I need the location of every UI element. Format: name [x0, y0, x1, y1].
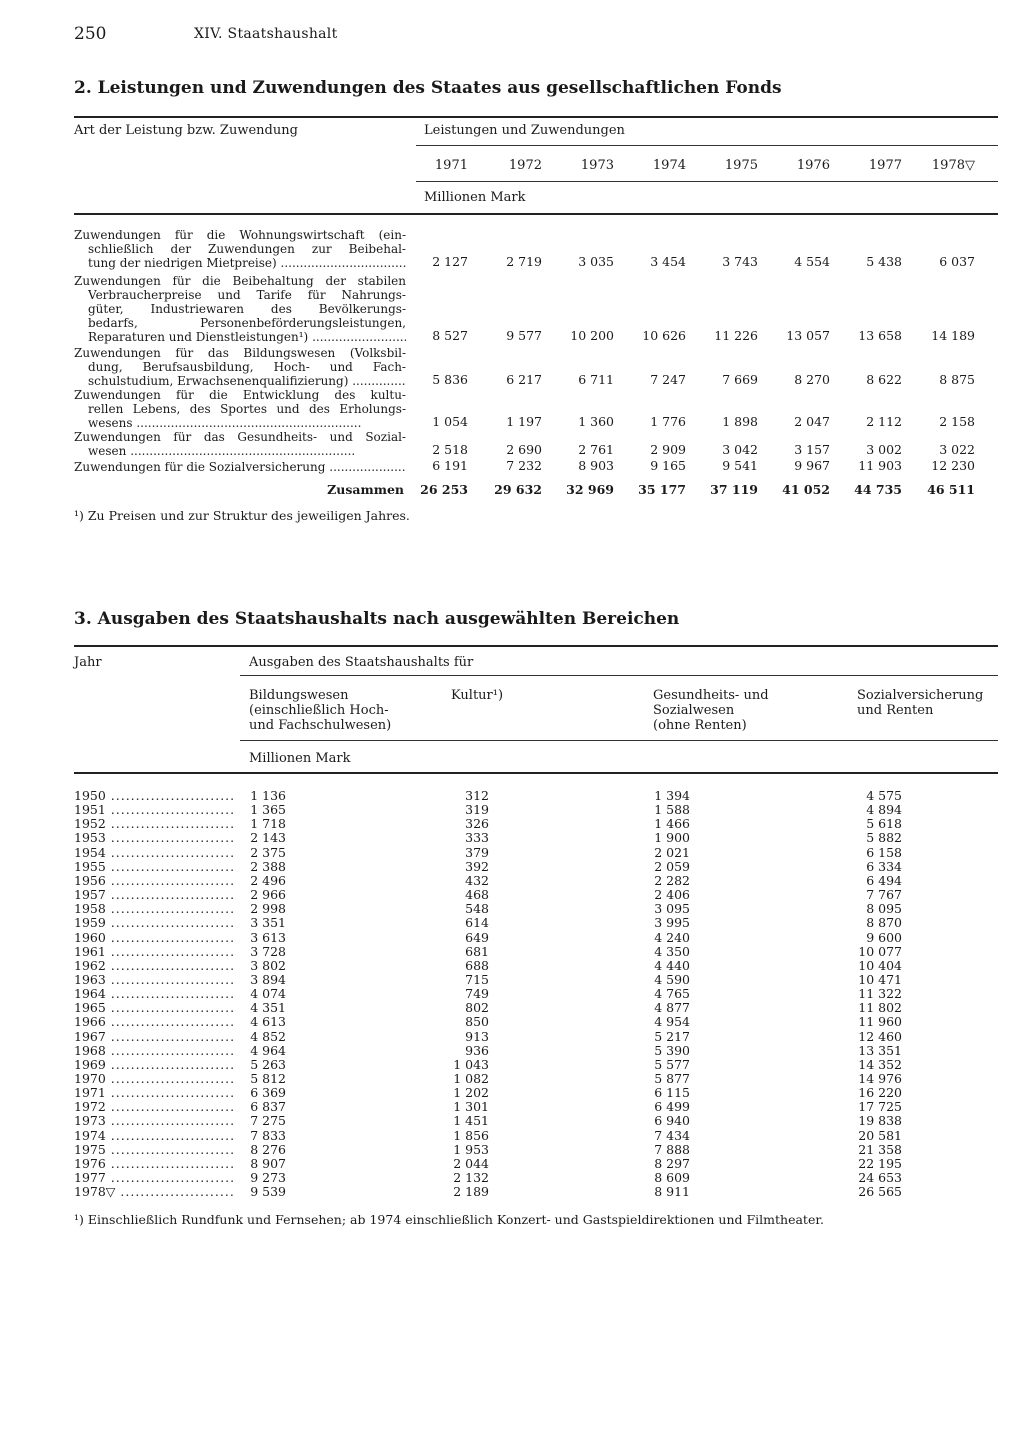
table3-cell: 3 894: [250, 971, 286, 987]
table2-year-header: 1971: [434, 158, 468, 173]
table3-cell: 6 158: [866, 844, 902, 860]
table3-cell: 7 833: [250, 1127, 286, 1143]
table3-cell: 850: [465, 1014, 489, 1030]
table2-cell: 3 042: [722, 442, 758, 457]
table3-row: [0, 916, 1024, 930]
table3-row: [0, 1114, 1024, 1128]
table3-cell: 3 802: [250, 957, 286, 973]
table3-cell: 17 725: [858, 1099, 902, 1115]
table3-col-header: Bildungswesen: [249, 688, 349, 703]
table3-cell: 379: [465, 844, 489, 860]
table3-cell: 2 406: [654, 887, 690, 903]
table2-cell: 2 719: [506, 254, 542, 269]
table2-label-line: dung, Berufsausbildung, Hoch- und Fach-: [88, 360, 406, 374]
table2-cell: 1 360: [578, 414, 614, 429]
table3-cell: 614: [465, 915, 489, 931]
table2-label-line: Verbraucherpreise und Tarife für Nahrungs-: [88, 288, 406, 302]
table2-cell: 9 541: [722, 458, 758, 473]
table3-cell: 4 964: [250, 1042, 286, 1058]
table3-cell: 468: [465, 887, 489, 903]
table3-year: 1971 .....: [74, 1086, 234, 1100]
table3-cell: 5 812: [250, 1071, 286, 1086]
table2-head-rule: [74, 213, 998, 215]
table3-cell: 5 217: [654, 1028, 690, 1044]
table3-group-rule: [240, 675, 998, 676]
table3-cell: 1 588: [654, 802, 690, 818]
table3-row: [0, 931, 1024, 945]
table3-cell: 9 273: [250, 1170, 286, 1186]
table3-cell: 10 077: [858, 943, 902, 959]
table3-row: [0, 1072, 1024, 1086]
table3-cell: 11 322: [858, 986, 902, 1002]
table3-cell: 4 852: [250, 1028, 286, 1044]
table3-footnote: ¹) Einschließlich Rundfunk und Fernsehen; ab 1974 einschließlich Konzert- und Gastspieldirektionen und Filmtheater.: [74, 1212, 824, 1227]
table3-cell: 2 282: [654, 872, 690, 888]
table3-row: [0, 789, 1024, 803]
table2-cell: 6 191: [432, 458, 468, 473]
table3-year: 1952 .....: [74, 817, 234, 831]
table2-label-line: schließlich der Zuwendungen zur Beibehal-: [88, 242, 406, 256]
table2-cell: 2 158: [939, 414, 975, 429]
table3-cell: 4 240: [654, 929, 690, 945]
table3-cell: 7 434: [654, 1127, 690, 1143]
table3-row: [0, 1171, 1024, 1185]
table3-head-rule: [74, 772, 998, 774]
table2-cell: 6 217: [506, 372, 542, 387]
table3-row: [0, 874, 1024, 888]
running-head: XIV. Staatshaushalt: [194, 26, 338, 42]
table2-group-rule: [416, 145, 998, 146]
table3-year: 1956 .....: [74, 874, 234, 888]
table3-cell: 1 900: [654, 830, 690, 846]
table3-row: [0, 1044, 1024, 1058]
table3-col-header: und Fachschulwesen): [249, 718, 392, 733]
table3-cell: 4 351: [250, 1000, 286, 1016]
table2-cell: 7 669: [722, 372, 758, 387]
table3-cell: 319: [465, 802, 489, 818]
table3-row: [0, 987, 1024, 1001]
table2-cell: 1 054: [432, 414, 468, 429]
table3-group-header: Ausgaben des Staatshaushalts für: [249, 655, 474, 670]
table2-unit: Millionen Mark: [424, 190, 526, 205]
table2-cell: 3 002: [866, 442, 902, 457]
table2-cell: 3 743: [722, 254, 758, 269]
table3-year: 1962 .....: [74, 959, 234, 973]
table3-cell: 9 600: [866, 929, 902, 945]
table2-year-header: 1976: [796, 158, 830, 173]
table2-label-line: Zuwendungen für die Beibehaltung der stabilen: [74, 274, 406, 288]
table2-label-line: Zuwendungen für das Gesundheits- und Sozial-: [74, 430, 406, 444]
table2-cell: 4 554: [794, 254, 830, 269]
table3-cell: 8 095: [866, 901, 902, 917]
table2-row-label: [74, 346, 406, 388]
table2-total-cell: 32 969: [566, 482, 614, 497]
table3-cell: 2 496: [250, 872, 286, 888]
table3-unit: Millionen Mark: [249, 751, 351, 766]
table3-cell: 802: [465, 1000, 489, 1016]
table3-cell: 1 043: [453, 1056, 489, 1072]
table2-year-header: 1977: [868, 158, 902, 173]
table3-cell: 715: [465, 971, 489, 987]
table2-label-line: Zuwendungen für die Wohnungswirtschaft (ein-: [74, 228, 406, 242]
table2-cell: 2 690: [506, 442, 542, 457]
table2-cell: 10 200: [570, 328, 614, 343]
table3-cell: 1 365: [250, 802, 286, 818]
table3-cell: 7 275: [250, 1113, 286, 1129]
table2-cell: 1 898: [722, 414, 758, 429]
table3-cell: 5 877: [654, 1071, 690, 1086]
table3-cell: 1 136: [250, 788, 286, 803]
table3-col-header: (einschließlich Hoch-: [249, 703, 389, 718]
table3-year: 1951 .....: [74, 803, 234, 817]
table3-year: 1975 .....: [74, 1143, 234, 1157]
table3-row: [0, 1058, 1024, 1072]
table3-cell: 333: [465, 830, 489, 846]
table2-label-line: Zuwendungen für die Entwicklung des kultu-: [74, 388, 406, 402]
table3-year: 1973 .....: [74, 1114, 234, 1128]
table3-cell: 936: [465, 1042, 489, 1058]
table3-cell: 4 350: [654, 943, 690, 959]
table3-cell: 8 276: [250, 1141, 286, 1157]
table2-label-line: tung der niedrigen Mietpreise) .....: [74, 256, 406, 270]
table3-row: [0, 860, 1024, 874]
table3-cell: 6 369: [250, 1085, 286, 1101]
table3-year: 1953 .....: [74, 831, 234, 845]
table2-row-label: [74, 388, 406, 430]
table2-total-cell: 41 052: [782, 482, 830, 497]
table2-cell: 1 197: [506, 414, 542, 429]
table2-label-line: Reparaturen und Dienstleistungen¹) .....: [74, 330, 406, 344]
table2-year-rule: [416, 181, 998, 182]
table3-cell: 1 202: [453, 1085, 489, 1101]
table3-year: 1976 .....: [74, 1157, 234, 1171]
table3-col-header: und Renten: [857, 703, 934, 718]
table2-cell: 9 165: [650, 458, 686, 473]
table2-total-cell: 46 511: [927, 482, 975, 497]
table3-col-header: Sozialversicherung: [857, 688, 984, 703]
table2-cell: 2 047: [794, 414, 830, 429]
table3-cell: 2 966: [250, 887, 286, 903]
table3-row: [0, 1157, 1024, 1171]
table3-cell: 1 451: [453, 1113, 489, 1129]
table2-total-cell: 44 735: [854, 482, 902, 497]
table3-col-header: Sozialwesen: [653, 703, 735, 718]
table2-cell: 8 527: [432, 328, 468, 343]
table3-row: [0, 1185, 1024, 1199]
table3-cell: 6 334: [866, 858, 902, 874]
table3-cell: 22 195: [858, 1155, 902, 1171]
table3-cell: 5 618: [866, 816, 902, 832]
table2-cell: 14 189: [931, 328, 975, 343]
table3-cell: 6 837: [250, 1099, 286, 1115]
table3-cell: 11 802: [858, 1000, 902, 1016]
table2-total-cell: 35 177: [638, 482, 686, 497]
table3-cell: 5 390: [654, 1042, 690, 1058]
table3-cell: 3 995: [654, 915, 690, 931]
table3-cell: 1 082: [453, 1071, 489, 1086]
table2-cell: 7 232: [506, 458, 542, 473]
table3-cell: 1 953: [453, 1141, 489, 1157]
table2-cell: 2 761: [578, 442, 614, 457]
table3-cell: 2 189: [453, 1184, 489, 1200]
table3-year: 1967 .....: [74, 1030, 234, 1044]
table3-cell: 1 856: [453, 1127, 489, 1143]
table3-year: 1954 .....: [74, 846, 234, 860]
table3-cell: 12 460: [858, 1028, 902, 1044]
table3-cell: 26 565: [858, 1184, 902, 1200]
table3-year: 1965 .....: [74, 1001, 234, 1015]
table2-row-label: [74, 228, 406, 270]
table2-cell: 5 438: [866, 254, 902, 269]
table3-year: 1961 .....: [74, 945, 234, 959]
table3-cell: 548: [465, 901, 489, 917]
table3-cell: 8 870: [866, 915, 902, 931]
table3-cell: 8 297: [654, 1155, 690, 1171]
table2-year-header: 1978▽: [931, 158, 975, 173]
table2-label-line: wesen .....: [74, 444, 406, 458]
table2-cell: 11 903: [858, 458, 902, 473]
table2-year-header: 1975: [724, 158, 758, 173]
table3-cell: 7 767: [866, 887, 902, 903]
table3-row: [0, 1001, 1024, 1015]
table3-cell: 6 494: [866, 872, 902, 888]
table3-cell: 8 609: [654, 1170, 690, 1186]
table3-cell: 2 998: [250, 901, 286, 917]
table3-cell: 2 021: [654, 844, 690, 860]
table3-row: [0, 959, 1024, 973]
table2-title: 2. Leistungen und Zuwendungen des Staates aus gesellschaftlichen Fonds: [74, 78, 782, 98]
table2-cell: 9 967: [794, 458, 830, 473]
table3-cell: 326: [465, 816, 489, 832]
table3-year: 1968 .....: [74, 1044, 234, 1058]
table2-group-header: Leistungen und Zuwendungen: [424, 123, 625, 138]
table3-cell: 913: [465, 1028, 489, 1044]
table2-year-header: 1973: [580, 158, 614, 173]
table3-cell: 312: [465, 788, 489, 803]
table2-cell: 2 909: [650, 442, 686, 457]
table3-row: [0, 817, 1024, 831]
table2-row-label: [74, 274, 406, 344]
table2-year-header: 1974: [652, 158, 686, 173]
table3-cell: 10 471: [858, 971, 902, 987]
table3-cell: 16 220: [858, 1085, 902, 1101]
table3-cell: 5 263: [250, 1056, 286, 1072]
table2-footnote: ¹) Zu Preisen und zur Struktur des jeweiligen Jahres.: [74, 508, 410, 523]
table3-cell: 19 838: [858, 1113, 902, 1129]
table3-year: 1966 .....: [74, 1015, 234, 1029]
table2-label-line: rellen Lebens, des Sportes und des Erholungs-: [88, 402, 406, 416]
table2-cell: 3 454: [650, 254, 686, 269]
table3-row: [0, 1129, 1024, 1143]
table2-cell: 7 247: [650, 372, 686, 387]
table2-cell: 6 037: [939, 254, 975, 269]
table3-cell: 2 044: [453, 1155, 489, 1171]
table2-cell: 6 711: [578, 372, 614, 387]
table3-row: [0, 803, 1024, 817]
table3-cell: 392: [465, 858, 489, 874]
table3-top-rule: [74, 645, 998, 647]
table3-cell: 2 143: [250, 830, 286, 846]
table2-total-cell: 29 632: [494, 482, 542, 497]
table3-cell: 4 954: [654, 1014, 690, 1030]
table3-col-header: Gesundheits- und: [653, 688, 769, 703]
table3-row: [0, 945, 1024, 959]
table3-year: 1969 .....: [74, 1058, 234, 1072]
table2-total-label: Zusammen: [327, 482, 404, 497]
table3-year: 1950 .....: [74, 789, 234, 803]
table2-label-line: Zuwendungen für die Sozialversicherung .....: [74, 460, 406, 474]
table3-cell: 5 577: [654, 1056, 690, 1072]
table2-cell: 10 626: [642, 328, 686, 343]
table3-cell: 3 613: [250, 929, 286, 945]
table3-cell: 2 375: [250, 844, 286, 860]
table2-top-rule: [74, 116, 998, 118]
table3-cell: 10 404: [858, 957, 902, 973]
table2-label-line: Zuwendungen für das Bildungswesen (Volksbil-: [74, 346, 406, 360]
table2-cell: 2 127: [432, 254, 468, 269]
table3-row: [0, 888, 1024, 902]
table2-cell: 1 776: [650, 414, 686, 429]
table3-year: 1959 .....: [74, 916, 234, 930]
table3-cell: 649: [465, 929, 489, 945]
table3-cell: 1 466: [654, 816, 690, 832]
table3-cell: 4 894: [866, 802, 902, 818]
table3-cell: 4 765: [654, 986, 690, 1002]
table3-col-rule: [240, 740, 998, 741]
table3-cell: 681: [465, 943, 489, 959]
table2-cell: 12 230: [931, 458, 975, 473]
table3-cell: 5 882: [866, 830, 902, 846]
table2-cell: 11 226: [714, 328, 758, 343]
table3-cell: 6 115: [654, 1085, 690, 1101]
table2-total-cell: 26 253: [420, 482, 468, 497]
table3-year: 1958 .....: [74, 902, 234, 916]
table3-cell: 3 351: [250, 915, 286, 931]
table3-row: [0, 846, 1024, 860]
table3-cell: 2 059: [654, 858, 690, 874]
table2-total-cell: 37 119: [710, 482, 758, 497]
table3-col-header: (ohne Renten): [653, 718, 747, 733]
table3-cell: 4 613: [250, 1014, 286, 1030]
table3-cell: 11 960: [858, 1014, 902, 1030]
table2-cell: 13 057: [786, 328, 830, 343]
table3-year: 1972 .....: [74, 1100, 234, 1114]
table3-cell: 21 358: [858, 1141, 902, 1157]
table3-cell: 2 132: [453, 1170, 489, 1186]
table3-year: 1974 .....: [74, 1129, 234, 1143]
table3-year: 1970 .....: [74, 1072, 234, 1086]
table2-cell: 3 157: [794, 442, 830, 457]
table3-cell: 4 590: [654, 971, 690, 987]
table3-cell: 4 877: [654, 1000, 690, 1016]
table3-cell: 7 888: [654, 1141, 690, 1157]
table2-row-label: [74, 460, 406, 474]
table2-cell: 8 622: [866, 372, 902, 387]
table3-year: 1960 .....: [74, 931, 234, 945]
table2-cell: 3 035: [578, 254, 614, 269]
table3-row: [0, 1100, 1024, 1114]
table2-cell: 3 022: [939, 442, 975, 457]
table3-cell: 2 388: [250, 858, 286, 874]
table3-row: [0, 1143, 1024, 1157]
table2-year-header: 1972: [508, 158, 542, 173]
table3-cell: 8 911: [654, 1184, 690, 1200]
table3-cell: 432: [465, 872, 489, 888]
table3-cell: 3 095: [654, 901, 690, 917]
table3-year: 1957 .....: [74, 888, 234, 902]
table3-cell: 1 718: [250, 816, 286, 832]
table3-title: 3. Ausgaben des Staatshaushalts nach ausgewählten Bereichen: [74, 609, 680, 629]
table2-cell: 13 658: [858, 328, 902, 343]
table2-row-label: [74, 430, 406, 458]
table2-cell: 5 836: [432, 372, 468, 387]
table2-cell: 8 875: [939, 372, 975, 387]
table2-label-line: schulstudium, Erwachsenenqualifizierung) .....: [74, 374, 406, 388]
page-number: 250: [74, 24, 107, 44]
table3-cell: 688: [465, 957, 489, 973]
table3-row: [0, 1015, 1024, 1029]
table3-year: 1978▽ .....: [74, 1185, 234, 1199]
table3-cell: 13 351: [858, 1042, 902, 1058]
table3-cell: 749: [465, 986, 489, 1002]
table3-cell: 20 581: [858, 1127, 902, 1143]
table3-cell: 6 940: [654, 1113, 690, 1129]
table3-cell: 6 499: [654, 1099, 690, 1115]
table3-cell: 14 976: [858, 1071, 902, 1086]
table3-cell: 4 575: [866, 788, 902, 803]
table3-year: 1964 .....: [74, 987, 234, 1001]
table3-year: 1955 .....: [74, 860, 234, 874]
table3-cell: 1 301: [453, 1099, 489, 1115]
table2-cell: 9 577: [506, 328, 542, 343]
table2-label-line: wesens .....: [74, 416, 406, 430]
table2-cell: 8 270: [794, 372, 830, 387]
table2-cell: 2 518: [432, 442, 468, 457]
table3-cell: 1 394: [654, 788, 690, 803]
table3-row: [0, 1030, 1024, 1044]
table3-year: 1977 .....: [74, 1171, 234, 1185]
table3-row: [0, 831, 1024, 845]
table3-cell: 4 440: [654, 957, 690, 973]
table3-col-header: Kultur¹): [451, 688, 504, 703]
table3-year: 1963 .....: [74, 973, 234, 987]
table3-cell: 8 907: [250, 1155, 286, 1171]
table2-cell: 2 112: [866, 414, 902, 429]
table3-cell: 4 074: [250, 986, 286, 1002]
table2-stub-header: Art der Leistung bzw. Zuwendung: [74, 123, 298, 138]
table3-cell: 9 539: [250, 1184, 286, 1200]
table3-cell: 24 653: [858, 1170, 902, 1186]
table2-label-line: güter, Industriewaren des Bevölkerungs-: [88, 302, 406, 316]
table2-label-line: bedarfs, Personenbeförderungsleistungen,: [88, 316, 406, 330]
table3-stub-header: Jahr: [74, 655, 102, 670]
table3-cell: 14 352: [858, 1056, 902, 1072]
table3-row: [0, 1086, 1024, 1100]
table2-cell: 8 903: [578, 458, 614, 473]
table3-row: [0, 902, 1024, 916]
table3-row: [0, 973, 1024, 987]
table3-cell: 3 728: [250, 943, 286, 959]
